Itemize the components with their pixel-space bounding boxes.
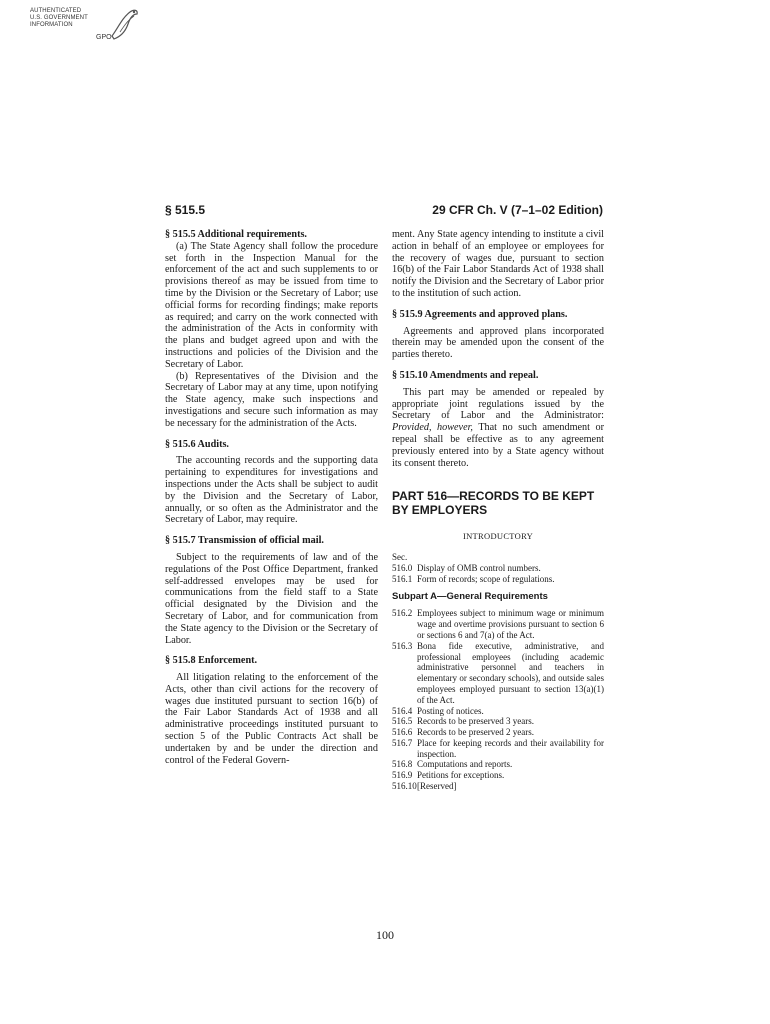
toc-entry [392,781,604,792]
toc-list-subpart-a [392,608,604,792]
section-heading: § 515.8 Enforcement. [165,655,258,667]
header-section: § 515.5 [165,203,206,217]
toc-entry-title: Computations and reports. [417,759,513,770]
section-heading: § 515.6 Audits. [165,438,229,450]
paragraph: The accounting records and the supporting data pertaining to expenditures for investigations and inspections under the Acts shall be subject to audit by the Division and the Secretary of Labor, annually, or so often as the Administrator and the Secretary of Labor, may require. [165,455,378,526]
paragraph [392,387,604,470]
toc-entry [392,759,604,770]
subpart-heading: Subpart A—General Requirements [392,590,548,602]
toc-entry [392,738,604,760]
paragraph: (a) The State Agency shall follow the procedure set forth in the Inspection Manual for the enforcement of the act and such supplements to or provisions thereof as may be issued from time to time by the Division or the Secretary of Labor; use official forms for recording findings; make reports as required; and carry on the work connected with the administration of the Acts in conformity with the plans and budget agreed upon and with the instructions and policies of the Division and the Secretary of Labor. [165,240,378,370]
toc-entry [392,706,604,717]
toc-entry [392,608,604,640]
text-span: This part may be amended or repealed by appropriate joint regulations issued by the Secretary of Labor and the Administrator: [392,386,604,422]
seal-line: U.S. GOVERNMENT [30,15,88,21]
paragraph: (b) Representatives of the Division and the Secretary of Labor may at any time, upon notifying the State agency, make such inspections and investigations and secure such information as may be necessary for the administration of the Acts. [165,370,378,429]
section-heading: § 515.9 Agreements and approved plans. [392,308,568,320]
eagle-icon [108,6,140,42]
toc-list-introductory [392,563,604,585]
toc-entry [392,727,604,738]
toc-entry [392,574,604,585]
right-column [392,229,604,792]
running-header [165,203,603,219]
paragraph: All litigation relating to the enforcement of the Acts, other than civil actions for the recovery of wages due instituted pursuant to section 16(b) of the Fair Labor Standards Act of 1938 and all administrative proceedings instituted pursuant to section 5 of the Public Contracts Act shall be undertaken by and be under the direction and control of the Federal Govern- [165,672,378,766]
toc-entry-number: 516.0 [392,562,413,573]
page-number: 100 [376,928,394,942]
toc-entry-number: 516.9 [392,770,413,781]
gpo-mark: GPO [96,34,112,41]
toc-entry-title: Posting of notices. [417,705,484,716]
left-column [165,229,378,766]
seal-line: AUTHENTICATED [30,8,82,14]
toc-entry [392,716,604,727]
paragraph: Subject to the requirements of law and of the regulations of the Post Office Department, franked self-addressed envelopes may be used for communications from the field staff to a State official designated by the Division and the Secretary of Labor, and for communication from the State agency to the Division or the Secretary of Labor. [165,551,378,646]
toc-entry-title: Display of OMB control numbers. [417,562,541,573]
paragraph: Agreements and approved plans incorporated therein may be amended upon the consent of the parties thereto. [392,325,604,361]
toc-entry-title: Records to be preserved 2 years. [417,727,534,738]
toc-entry-number: 516.2 [392,608,413,619]
toc-entry-title: Records to be preserved 3 years. [417,716,534,727]
section-heading: § 515.5 Additional requirements. [165,229,307,240]
section-heading: § 515.7 Transmission of official mail. [165,535,324,547]
gpo-authentication-seal [30,6,142,48]
toc-entry-title: Place for keeping records and their availability for inspection. [417,737,604,759]
toc-entry-title: [Reserved] [417,781,457,792]
toc-entry-title: Form of records; scope of regulations. [417,573,555,584]
introductory-heading: INTRODUCTORY [462,531,534,542]
part-title: BY EMPLOYERS [392,503,488,518]
toc-entry-number: 516.10 [392,781,417,792]
toc-entry [392,563,604,574]
toc-entry-number: 516.4 [392,705,413,716]
text-span: That no such amendment or repeal shall be effective as to any agreement previously entered into by a State agency without its consent thereto. [392,422,604,469]
paragraph: ment. Any State agency intending to institute a civil action in behalf of an employee or employees for the recovery of wages due, pursuant to section 16(b) of the Fair Labor Standards Act of 1938 shall notify the Division and the Secretary of Labor prior to the institution of such action. [392,229,604,299]
toc-entry-title: Petitions for exceptions. [417,770,505,781]
toc-entry [392,770,604,781]
part-title: PART 516—RECORDS TO BE KEPT [392,489,595,504]
toc-entry-number: 516.8 [392,759,413,770]
italic-text: Provided, however, [392,422,473,434]
toc-entry-number: 516.7 [392,737,413,748]
toc-entry-number: 516.3 [392,640,413,651]
sec-label: Sec. [392,552,408,563]
header-edition: 29 CFR Ch. V (7–1–02 Edition) [432,203,603,217]
toc-entry-title: Employees subject to minimum wage or minimum wage and overtime provisions pursuant to section 6 or sections 6 and 7(a) of the Act. [417,608,604,640]
toc-entry-number: 516.5 [392,716,413,727]
section-heading: § 515.10 Amendments and repeal. [392,369,539,381]
seal-line: INFORMATION [30,22,73,28]
toc-entry [392,641,604,706]
toc-entry-number: 516.1 [392,573,413,584]
toc-entry-number: 516.6 [392,727,413,738]
toc-entry-title: Bona fide executive, administrative, and professional employees (including academic administrative personnel and teachers in elementary or secondary schools), and outside sales employees employed pursuant to section 13(a)(1) of the Act. [417,640,604,705]
